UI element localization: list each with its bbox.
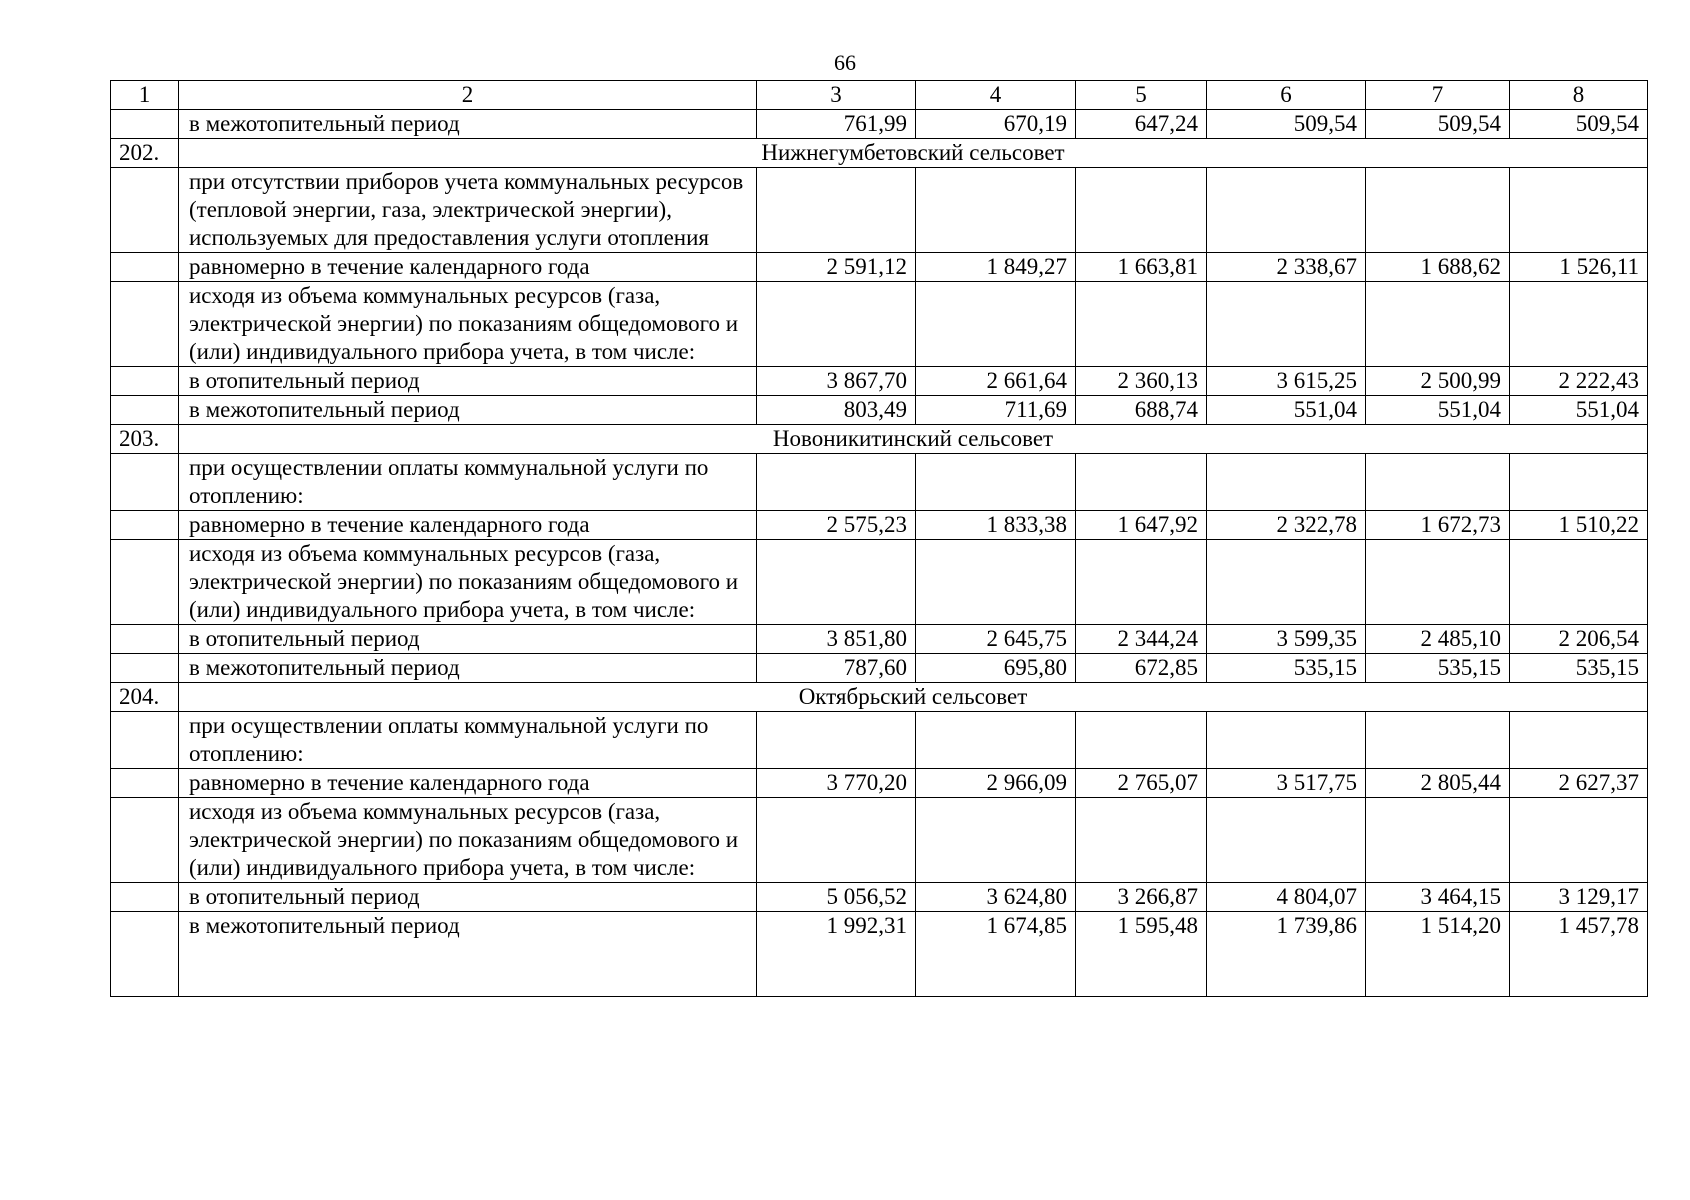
empty-cell [1207, 282, 1366, 367]
row-label: в отопительный период [179, 883, 757, 912]
row-label: в отопительный период [179, 367, 757, 396]
table-row [111, 396, 1648, 425]
row-label: в межотопительный период [179, 396, 757, 425]
row-number: 203. [111, 425, 179, 454]
table-row [111, 912, 1648, 997]
empty-cell [757, 282, 916, 367]
value-cell: 761,99 [757, 110, 916, 139]
table-row [111, 769, 1648, 798]
table-row [111, 654, 1648, 683]
section-title: Нижнегумбетовский сельсовет [179, 139, 1648, 168]
value-cell: 1 739,86 [1207, 912, 1366, 997]
header-cell: 1 [111, 81, 179, 110]
value-cell: 2 222,43 [1510, 367, 1648, 396]
row-label: в межотопительный период [179, 110, 757, 139]
value-cell: 688,74 [1076, 396, 1207, 425]
table-row [111, 511, 1648, 540]
description-row [111, 798, 1648, 883]
value-cell: 551,04 [1207, 396, 1366, 425]
description-row [111, 712, 1648, 769]
value-cell: 1 457,78 [1510, 912, 1648, 997]
empty-cell [1366, 454, 1510, 511]
value-cell: 1 674,85 [916, 912, 1076, 997]
row-number [111, 168, 179, 253]
value-cell: 551,04 [1366, 396, 1510, 425]
value-cell: 670,19 [916, 110, 1076, 139]
empty-cell [1076, 712, 1207, 769]
row-number [111, 253, 179, 282]
header-row [111, 81, 1648, 110]
value-cell: 3 599,35 [1207, 625, 1366, 654]
value-cell: 3 615,25 [1207, 367, 1366, 396]
value-cell: 3 464,15 [1366, 883, 1510, 912]
header-cell: 7 [1366, 81, 1510, 110]
row-number [111, 654, 179, 683]
empty-cell [1366, 168, 1510, 253]
header-cell: 2 [179, 81, 757, 110]
row-number [111, 454, 179, 511]
empty-cell [1207, 798, 1366, 883]
row-number [111, 396, 179, 425]
value-cell: 1 992,31 [757, 912, 916, 997]
value-cell: 551,04 [1510, 396, 1648, 425]
value-cell: 1 595,48 [1076, 912, 1207, 997]
value-cell: 1 688,62 [1366, 253, 1510, 282]
value-cell: 535,15 [1207, 654, 1366, 683]
empty-cell [1207, 454, 1366, 511]
row-number [111, 769, 179, 798]
description-row [111, 540, 1648, 625]
empty-cell [916, 282, 1076, 367]
row-number: 202. [111, 139, 179, 168]
empty-cell [1076, 454, 1207, 511]
section-title: Новоникитинский сельсовет [179, 425, 1648, 454]
value-cell: 2 322,78 [1207, 511, 1366, 540]
empty-cell [1076, 798, 1207, 883]
empty-cell [1207, 712, 1366, 769]
value-cell: 2 645,75 [916, 625, 1076, 654]
value-cell: 2 805,44 [1366, 769, 1510, 798]
section-row [111, 683, 1648, 712]
description-row [111, 168, 1648, 253]
value-cell: 695,80 [916, 654, 1076, 683]
row-number: 204. [111, 683, 179, 712]
empty-cell [1510, 168, 1648, 253]
row-label: исходя из объема коммунальных ресурсов (газа, электрической энергии) по показаниям общедомового и (или) индивидуального прибора учета, в том числе: [179, 540, 757, 625]
row-number [111, 625, 179, 654]
row-number [111, 912, 179, 997]
value-cell: 2 338,67 [1207, 253, 1366, 282]
value-cell: 2 500,99 [1366, 367, 1510, 396]
value-cell: 1 526,11 [1510, 253, 1648, 282]
empty-cell [757, 168, 916, 253]
value-cell: 509,54 [1366, 110, 1510, 139]
empty-cell [1076, 540, 1207, 625]
empty-cell [1076, 168, 1207, 253]
value-cell: 3 517,75 [1207, 769, 1366, 798]
value-cell: 509,54 [1207, 110, 1366, 139]
value-cell: 2 485,10 [1366, 625, 1510, 654]
value-cell: 3 770,20 [757, 769, 916, 798]
value-cell: 1 647,92 [1076, 511, 1207, 540]
empty-cell [1510, 798, 1648, 883]
row-number [111, 540, 179, 625]
empty-cell [916, 712, 1076, 769]
table-row [111, 625, 1648, 654]
empty-cell [1366, 798, 1510, 883]
value-cell: 2 206,54 [1510, 625, 1648, 654]
value-cell: 711,69 [916, 396, 1076, 425]
row-number [111, 367, 179, 396]
empty-cell [1076, 282, 1207, 367]
table-row [111, 253, 1648, 282]
empty-cell [916, 798, 1076, 883]
row-label: при осуществлении оплаты коммунальной услуги по отоплению: [179, 454, 757, 511]
row-number [111, 712, 179, 769]
value-cell: 3 266,87 [1076, 883, 1207, 912]
section-row [111, 139, 1648, 168]
empty-cell [1510, 282, 1648, 367]
value-cell: 4 804,07 [1207, 883, 1366, 912]
value-cell: 3 624,80 [916, 883, 1076, 912]
empty-cell [1510, 540, 1648, 625]
value-cell: 2 344,24 [1076, 625, 1207, 654]
header-cell: 3 [757, 81, 916, 110]
value-cell: 5 056,52 [757, 883, 916, 912]
value-cell: 2 360,13 [1076, 367, 1207, 396]
value-cell: 2 765,07 [1076, 769, 1207, 798]
value-cell: 647,24 [1076, 110, 1207, 139]
description-row [111, 454, 1648, 511]
value-cell: 2 591,12 [757, 253, 916, 282]
value-cell: 509,54 [1510, 110, 1648, 139]
value-cell: 1 663,81 [1076, 253, 1207, 282]
value-cell: 2 575,23 [757, 511, 916, 540]
row-label: равномерно в течение календарного года [179, 769, 757, 798]
section-title: Октябрьский сельсовет [179, 683, 1648, 712]
empty-cell [757, 454, 916, 511]
empty-cell [1366, 540, 1510, 625]
value-cell: 1 849,27 [916, 253, 1076, 282]
row-label: при осуществлении оплаты коммунальной услуги по отоплению: [179, 712, 757, 769]
value-cell: 672,85 [1076, 654, 1207, 683]
empty-cell [757, 798, 916, 883]
row-label: в межотопительный период [179, 912, 757, 997]
value-cell: 803,49 [757, 396, 916, 425]
value-cell: 1 672,73 [1366, 511, 1510, 540]
value-cell: 1 510,22 [1510, 511, 1648, 540]
table-row [111, 883, 1648, 912]
value-cell: 1 514,20 [1366, 912, 1510, 997]
value-cell: 535,15 [1366, 654, 1510, 683]
section-row [111, 425, 1648, 454]
value-cell: 1 833,38 [916, 511, 1076, 540]
row-label: при отсутствии приборов учета коммунальных ресурсов (тепловой энергии, газа, электрической энергии), используемых для предоставления услуги отопления [179, 168, 757, 253]
empty-cell [1510, 454, 1648, 511]
value-cell: 3 867,70 [757, 367, 916, 396]
row-label: в межотопительный период [179, 654, 757, 683]
empty-cell [916, 168, 1076, 253]
value-cell: 3 129,17 [1510, 883, 1648, 912]
row-label: равномерно в течение календарного года [179, 253, 757, 282]
empty-cell [916, 454, 1076, 511]
row-label: равномерно в течение календарного года [179, 511, 757, 540]
empty-cell [757, 712, 916, 769]
value-cell: 787,60 [757, 654, 916, 683]
table-row [111, 367, 1648, 396]
table-body [111, 81, 1648, 997]
value-cell: 3 851,80 [757, 625, 916, 654]
row-number [111, 110, 179, 139]
empty-cell [757, 540, 916, 625]
empty-cell [1510, 712, 1648, 769]
row-label: исходя из объема коммунальных ресурсов (газа, электрической энергии) по показаниям общедомового и (или) индивидуального прибора учета, в том числе: [179, 282, 757, 367]
header-cell: 4 [916, 81, 1076, 110]
row-number [111, 282, 179, 367]
row-label: в отопительный период [179, 625, 757, 654]
header-cell: 6 [1207, 81, 1366, 110]
empty-cell [1366, 712, 1510, 769]
empty-cell [1207, 540, 1366, 625]
empty-cell [916, 540, 1076, 625]
empty-cell [1366, 282, 1510, 367]
value-cell: 2 661,64 [916, 367, 1076, 396]
row-number [111, 883, 179, 912]
header-cell: 5 [1076, 81, 1207, 110]
tariff-table [110, 80, 1648, 997]
row-number [111, 798, 179, 883]
description-row [111, 282, 1648, 367]
table-row [111, 110, 1648, 139]
page-number: 66 [834, 50, 856, 75]
value-cell: 535,15 [1510, 654, 1648, 683]
row-number [111, 511, 179, 540]
empty-cell [1207, 168, 1366, 253]
value-cell: 2 966,09 [916, 769, 1076, 798]
row-label: исходя из объема коммунальных ресурсов (газа, электрической энергии) по показаниям общедомового и (или) индивидуального прибора учета, в том числе: [179, 798, 757, 883]
header-cell: 8 [1510, 81, 1648, 110]
value-cell: 2 627,37 [1510, 769, 1648, 798]
